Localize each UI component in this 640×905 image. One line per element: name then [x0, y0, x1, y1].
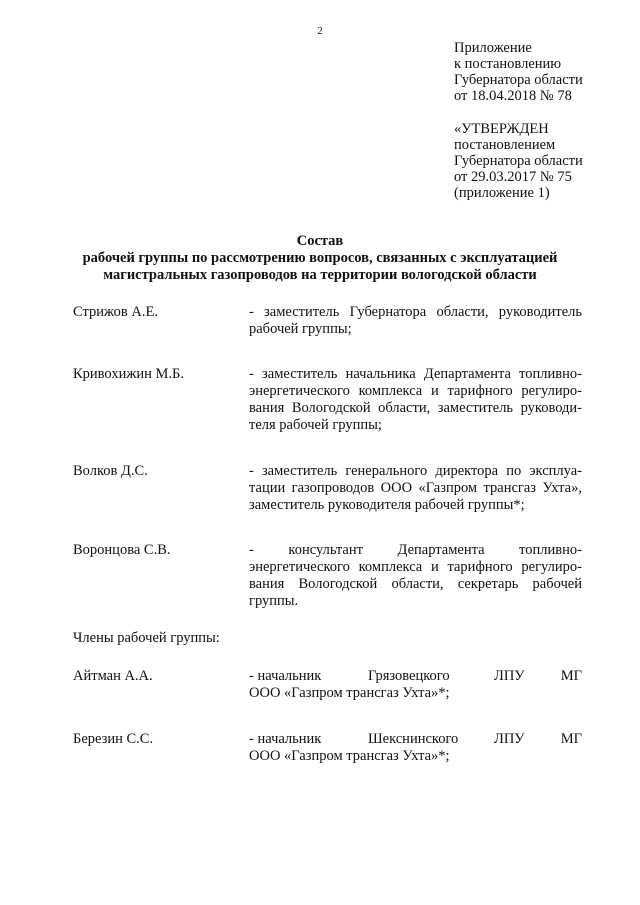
role-line: заместитель руководителя рабочей группы*; — [249, 497, 525, 513]
approved-line: (приложение 1) — [454, 185, 550, 201]
title-line: рабочей группы по рассмотрению вопросов, связанных с эксплуатацией — [82, 250, 558, 266]
role-line: вания Вологодской области, секретарь рабочей — [249, 576, 582, 592]
role-line: группы. — [249, 593, 299, 609]
role-line: рабочей группы; — [249, 321, 352, 337]
role-line: энергетического комплекса и тарифного регулиро- — [249, 559, 582, 575]
annex-line: Губернатора области — [454, 72, 583, 88]
role-word: Шекснинского — [368, 731, 459, 747]
role-word: - начальник — [249, 668, 322, 684]
member-name: Айтман А.А. — [73, 668, 153, 684]
approved-line: от 29.03.2017 № 75 — [454, 169, 572, 185]
member-name: Волков Д.С. — [73, 463, 148, 479]
member-name: Кривохижин М.Б. — [73, 366, 184, 382]
approved-line: постановлением — [454, 137, 556, 153]
role-line: - заместитель генерального директора по эксплуа- — [249, 463, 582, 479]
role-line — [249, 731, 582, 748]
role-line: ООО «Газпром трансгаз Ухта»*; — [249, 685, 450, 701]
member-role — [249, 731, 582, 765]
role-line: вания Вологодской области, заместитель руководи- — [249, 400, 582, 416]
member-name: Березин С.С. — [73, 731, 154, 747]
document-title — [0, 233, 640, 284]
approved-line: Губернатора области — [454, 153, 583, 169]
role-word: ЛПУ — [494, 731, 525, 747]
role-line: ООО «Газпром трансгаз Ухта»*; — [249, 748, 450, 764]
annex-line: к постановлению — [454, 56, 562, 72]
page-number: 2 — [317, 25, 323, 37]
role-line: - заместитель начальника Департамента топливно- — [249, 366, 582, 382]
member-role — [249, 463, 582, 514]
title-line: магистральных газопроводов на территории вологодской области — [103, 267, 537, 283]
role-word: Грязовецкого — [368, 668, 450, 684]
member-name: Стрижов А.Е. — [73, 304, 158, 320]
role-line: - консультант Департамента топливно- — [249, 542, 582, 558]
member-role — [249, 542, 582, 610]
title-line: Состав — [296, 233, 344, 249]
role-line: теля рабочей группы; — [249, 417, 382, 433]
member-role — [249, 668, 582, 702]
member-role — [249, 304, 582, 338]
role-word: МГ — [560, 668, 582, 684]
members-heading: Члены рабочей группы: — [73, 630, 220, 646]
role-word: - начальник — [249, 731, 322, 747]
role-line: энергетического комплекса и тарифного регулиро- — [249, 383, 582, 399]
member-role — [249, 366, 582, 434]
approved-line: «УТВЕРЖДЕН — [454, 121, 549, 137]
role-line — [249, 668, 582, 685]
role-line: тации газопроводов ООО «Газпром трансгаз Ухта», — [249, 480, 582, 496]
annex-block — [454, 40, 634, 104]
role-word: ЛПУ — [494, 668, 525, 684]
role-line: - заместитель Губернатора области, руководитель — [249, 304, 582, 320]
role-word: МГ — [560, 731, 582, 747]
annex-line: Приложение — [454, 40, 532, 56]
member-name: Воронцова С.В. — [73, 542, 171, 558]
approved-block — [454, 121, 634, 201]
annex-line: от 18.04.2018 № 78 — [454, 88, 572, 104]
